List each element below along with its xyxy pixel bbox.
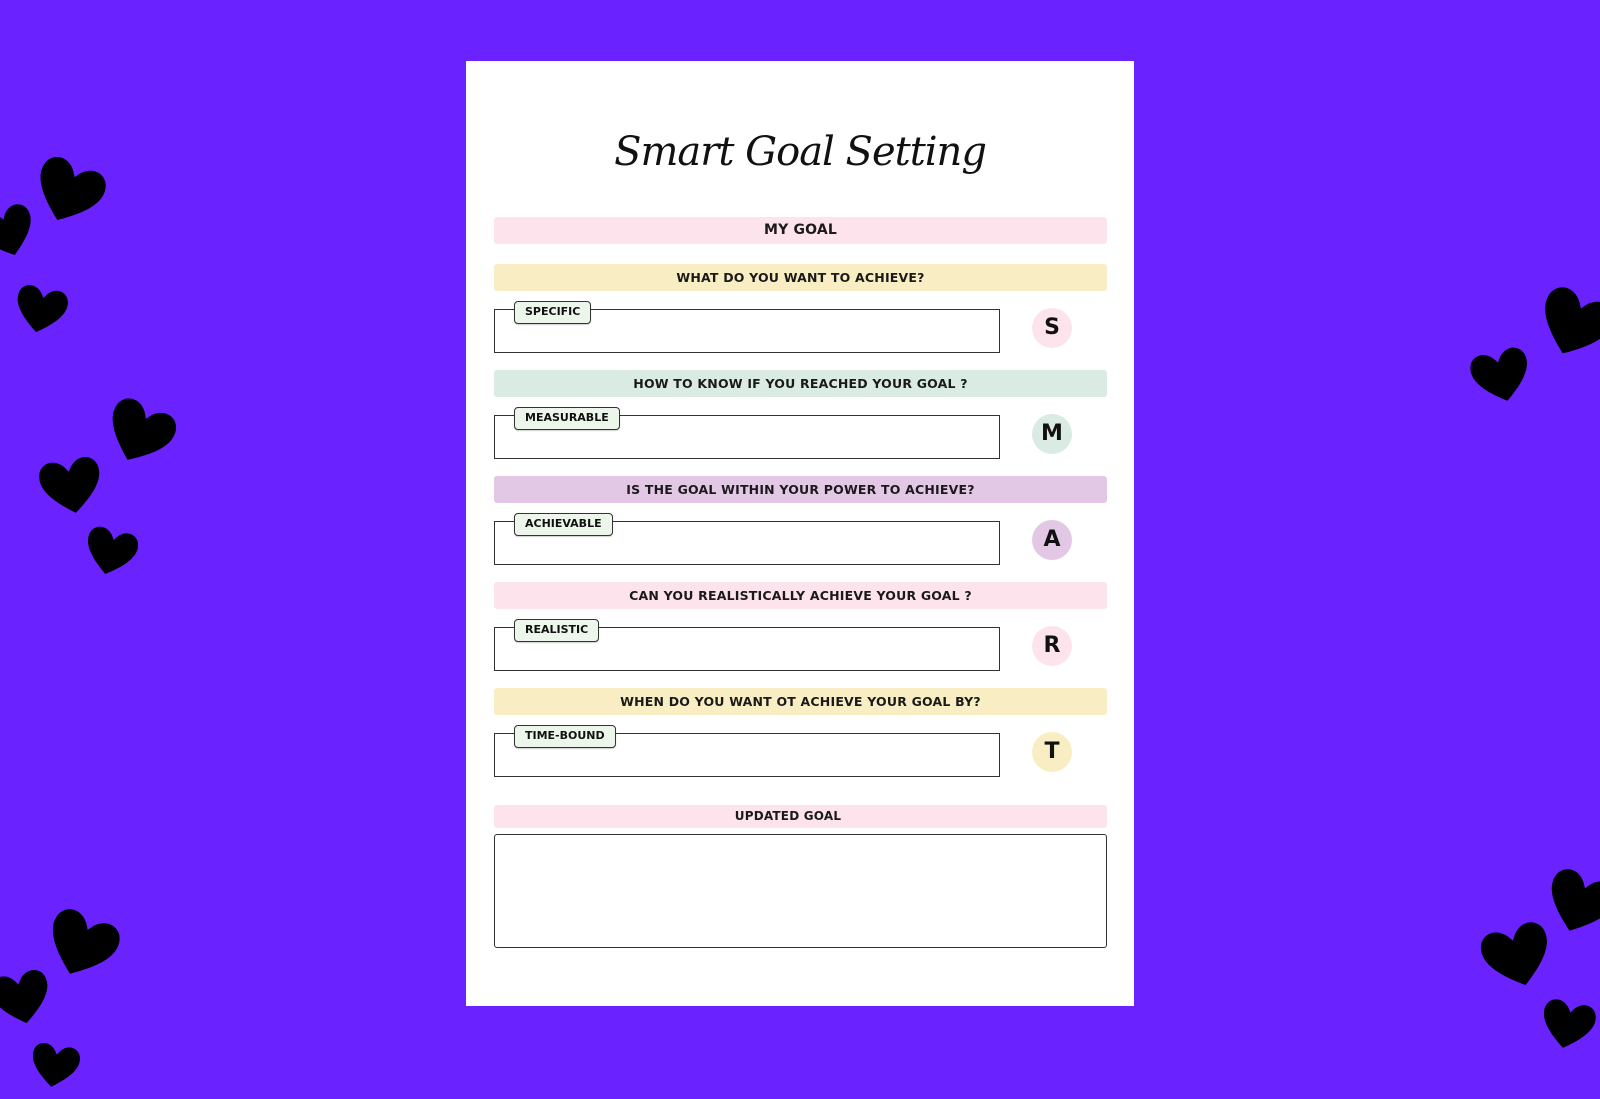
achievable-tag: ACHIEVABLE [514,513,613,536]
achievable-question: IS THE GOAL WITHIN YOUR POWER TO ACHIEVE? [494,476,1107,503]
updated-goal-box[interactable] [494,834,1107,948]
letter-badge-t: T [1032,732,1072,772]
letter-badge-r: R [1032,626,1072,666]
specific-tag: SPECIFIC [514,301,591,324]
heart-icon [21,1031,88,1098]
realistic-question: CAN YOU REALISTICALLY ACHIEVE YOUR GOAL ? [494,582,1107,609]
worksheet-page [466,61,1134,1006]
my-goal-band: MY GOAL [494,217,1107,244]
measurable-question: HOW TO KNOW IF YOU REACHED YOUR GOAL ? [494,370,1107,397]
realistic-tag: REALISTIC [514,619,599,642]
time-bound-question: WHEN DO YOU WANT OT ACHIEVE YOUR GOAL BY? [494,688,1107,715]
letter-badge-s: S [1032,308,1072,348]
heart-icon [1530,986,1600,1062]
heart-icon [28,442,114,528]
measurable-tag: MEASURABLE [514,407,620,430]
letter-badge-m: M [1032,414,1072,454]
heart-icon [73,513,148,588]
page-title: Smart Goal Setting [614,129,986,175]
time-bound-tag: TIME-BOUND [514,725,616,748]
updated-goal-band: UPDATED GOAL [494,805,1107,828]
letter-badge-a: A [1032,520,1072,560]
specific-question: WHAT DO YOU WANT TO ACHIEVE? [494,264,1107,291]
heart-icon [4,272,78,346]
